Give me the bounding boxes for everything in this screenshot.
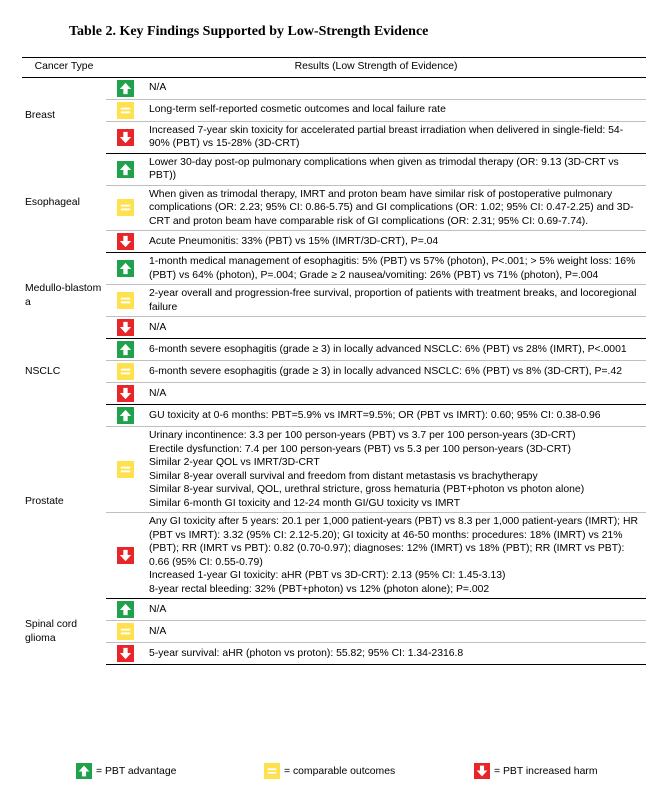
result-line: Urinary incontinence: 3.3 per 100 person-years (PBT) vs 3.7 per 100 person-years (3D-CRT) bbox=[149, 430, 576, 441]
indicator-cell bbox=[106, 339, 146, 361]
table-row bbox=[22, 361, 646, 383]
table-row bbox=[22, 253, 646, 285]
result-line: GU toxicity at 0-6 months: PBT=5.9% vs IMRT=9.5%; OR (PBT vs IMRT): 0.60; 95% CI: 0.38-0.96 bbox=[149, 409, 601, 421]
result-cell bbox=[146, 153, 646, 185]
indicator-cell bbox=[106, 77, 146, 99]
table-row bbox=[22, 643, 646, 665]
result-line: Similar 8-year survival, QOL, urethral stricture, gross hematuria (PBT+photon vs photon alone) bbox=[149, 484, 585, 495]
result-cell bbox=[146, 339, 646, 361]
result-cell bbox=[146, 317, 646, 339]
indicator-cell bbox=[106, 427, 146, 513]
equals-icon bbox=[117, 292, 134, 309]
up-arrow-icon bbox=[117, 80, 134, 97]
result-line: Similar 8-year overall survival and freedom from distant metastasis vs brachytherapy bbox=[149, 470, 538, 482]
down-arrow-icon bbox=[117, 129, 134, 146]
indicator-cell bbox=[106, 121, 146, 153]
down-arrow-icon bbox=[117, 385, 134, 402]
result-line: Acute Pneumonitis: 33% (PBT) vs 15% (IMRT/3D-CRT), P=.04 bbox=[149, 235, 439, 247]
cancer-type-cell: Breast bbox=[25, 109, 56, 121]
result-cell bbox=[146, 77, 646, 99]
table-row bbox=[22, 317, 646, 339]
result-line: 6-month severe esophagitis (grade ≥ 3) in locally advanced NSCLC: 6% (PBT) vs 28% (IMRT), P<.0001 bbox=[149, 343, 627, 355]
result-cell bbox=[146, 427, 646, 513]
result-line: 1-month medical management of esophagitis: 5% (PBT) vs 57% (photon), P<.001; > 5% weight loss: 16% (PBT) vs 64% (photon), P=.004; Grade ≥ 2 nausea/vomiting: 26% (PBT) vs 71% (photon), P=.004 bbox=[149, 256, 636, 281]
legend-label: = PBT increased harm bbox=[494, 765, 598, 777]
indicator-cell bbox=[106, 361, 146, 383]
indicator-cell bbox=[106, 621, 146, 643]
equals-icon bbox=[117, 102, 134, 119]
indicator-cell bbox=[106, 405, 146, 427]
indicator-cell bbox=[106, 185, 146, 231]
result-line: N/A bbox=[149, 387, 167, 399]
legend-label: = PBT advantage bbox=[96, 765, 177, 777]
equals-icon bbox=[117, 363, 134, 380]
table-row bbox=[22, 599, 646, 621]
result-cell bbox=[146, 231, 646, 253]
table-header-row bbox=[22, 58, 646, 78]
table-row bbox=[22, 77, 646, 99]
result-line: 5-year survival: aHR (photon vs proton): 55.82; 95% CI: 1.34-2316.8 bbox=[149, 647, 464, 659]
result-line: 8-year rectal bleeding: 32% (PBT+photon) vs 12% (photon alone); P=.002 bbox=[149, 583, 490, 595]
down-arrow-icon bbox=[117, 233, 134, 250]
table-row bbox=[22, 405, 646, 427]
result-line: N/A bbox=[149, 321, 167, 333]
result-cell bbox=[146, 99, 646, 121]
findings-table bbox=[22, 57, 646, 665]
down-arrow-icon bbox=[117, 645, 134, 662]
indicator-cell bbox=[106, 285, 146, 317]
indicator-cell bbox=[106, 231, 146, 253]
legend-item-comparable bbox=[264, 763, 395, 779]
result-cell bbox=[146, 513, 646, 599]
result-cell bbox=[146, 643, 646, 665]
equals-icon bbox=[117, 199, 134, 216]
result-cell bbox=[146, 599, 646, 621]
equals-icon bbox=[117, 461, 134, 478]
table-row bbox=[22, 621, 646, 643]
result-line: Lower 30-day post-op pulmonary complications when given as trimodal therapy (OR: 9.13 (3D-CRT vs PBT)) bbox=[149, 156, 619, 181]
result-cell bbox=[146, 253, 646, 285]
cancer-type-cell: Esophageal bbox=[25, 197, 80, 208]
result-line: N/A bbox=[149, 625, 167, 637]
indicator-cell bbox=[106, 513, 146, 599]
result-cell bbox=[146, 405, 646, 427]
up-arrow-icon bbox=[117, 601, 134, 618]
up-arrow-icon bbox=[117, 161, 134, 178]
table-row bbox=[22, 121, 646, 153]
header-results: Results (Low Strength of Evidence) bbox=[106, 58, 646, 78]
cancer-type-cell: NSCLC bbox=[25, 365, 61, 377]
equals-icon bbox=[264, 763, 280, 779]
up-arrow-icon bbox=[117, 407, 134, 424]
result-line: Erectile dysfunction: 7.4 per 100 person-years (PBT) vs 5.3 per 100 person-years (3D-CRT) bbox=[149, 443, 571, 455]
result-cell bbox=[146, 285, 646, 317]
result-line: Long-term self-reported cosmetic outcomes and local failure rate bbox=[149, 104, 446, 116]
table-row bbox=[22, 153, 646, 185]
result-line: Similar 2-year QOL vs IMRT/3D-CRT bbox=[149, 457, 320, 468]
result-line: Any GI toxicity after 5 years: 20.1 per 1,000 patient-years (PBT) vs 8.3 per 1,000 patient-years (IMRT); HR (PBT vs IMRT): 3.32 (95% CI: 2.12-5.20); GI toxicity at 46-50 months: procedures: 18% (IMRT) vs 21% (PBT); RR (IMRT vs PBT): 0.82 (0.70-0.97); diagnoses: 12% (IMRT) vs 18% (PBT); RR (IMRT vs PBT): 0.66 (95% CI: 0.55-0.79) bbox=[149, 516, 638, 568]
indicator-cell bbox=[106, 99, 146, 121]
table-row bbox=[22, 285, 646, 317]
down-arrow-icon bbox=[474, 763, 490, 779]
cancer-type-cell: Spinal cord glioma bbox=[25, 619, 77, 644]
indicator-cell bbox=[106, 153, 146, 185]
table-row bbox=[22, 185, 646, 231]
result-line: 6-month severe esophagitis (grade ≥ 3) in locally advanced NSCLC: 6% (PBT) vs 8% (3D-CRT), P=.42 bbox=[149, 365, 622, 377]
result-cell bbox=[146, 621, 646, 643]
indicator-cell bbox=[106, 253, 146, 285]
indicator-cell bbox=[106, 643, 146, 665]
result-line: N/A bbox=[149, 603, 167, 615]
result-line: Increased 1-year GI toxicity: aHR (PBT vs 3D-CRT): 2.13 (95% CI: 1.45-3.13) bbox=[149, 570, 506, 581]
table-row bbox=[22, 427, 646, 513]
result-line: When given as trimodal therapy, IMRT and proton beam have similar risk of postoperative pulmonary complications (OR: 2.23; 95% CI: 0.86-5.75) and GI complications (OR: 1.02; 95% CI: 0.47-2.25) and 3D-CRT and proton beam have comparable risk of GI complications (OR: 2.31; 95% CI: 0.69-7.74). bbox=[149, 188, 634, 227]
result-cell bbox=[146, 383, 646, 405]
indicator-cell bbox=[106, 317, 146, 339]
result-cell bbox=[146, 361, 646, 383]
table-row bbox=[22, 513, 646, 599]
result-line: Increased 7-year skin toxicity for accelerated partial breast irradiation when delivered in single-field: 54-90% (PBT) vs 15-28% (3D-CRT) bbox=[149, 124, 624, 149]
legend-item-harm bbox=[474, 763, 597, 779]
equals-icon bbox=[117, 623, 134, 640]
up-arrow-icon bbox=[117, 260, 134, 277]
legend-label: = comparable outcomes bbox=[284, 765, 396, 777]
down-arrow-icon bbox=[117, 547, 134, 564]
result-line: 2-year overall and progression-free survival, proportion of patients with treatment breaks, and locoregional failure bbox=[149, 288, 637, 313]
table-title: Table 2. Key Findings Supported by Low-Strength Evidence bbox=[69, 24, 429, 39]
header-cancer-type: Cancer Type bbox=[22, 58, 106, 78]
result-cell bbox=[146, 185, 646, 231]
indicator-cell bbox=[106, 383, 146, 405]
table-row bbox=[22, 231, 646, 253]
result-line: N/A bbox=[149, 82, 167, 94]
up-arrow-icon bbox=[117, 341, 134, 358]
cancer-type-cell: Medullo-blastoma bbox=[25, 283, 102, 308]
table-row bbox=[22, 383, 646, 405]
cancer-type-cell: Prostate bbox=[25, 495, 64, 507]
table-row bbox=[22, 99, 646, 121]
up-arrow-icon bbox=[76, 763, 92, 779]
indicator-cell bbox=[106, 599, 146, 621]
result-cell bbox=[146, 121, 646, 153]
down-arrow-icon bbox=[117, 319, 134, 336]
result-line: Similar 6-month GI toxicity and 12-24 month GI/GU toxicity vs IMRT bbox=[149, 497, 461, 509]
table-row bbox=[22, 339, 646, 361]
legend-item-advantage bbox=[76, 763, 176, 779]
